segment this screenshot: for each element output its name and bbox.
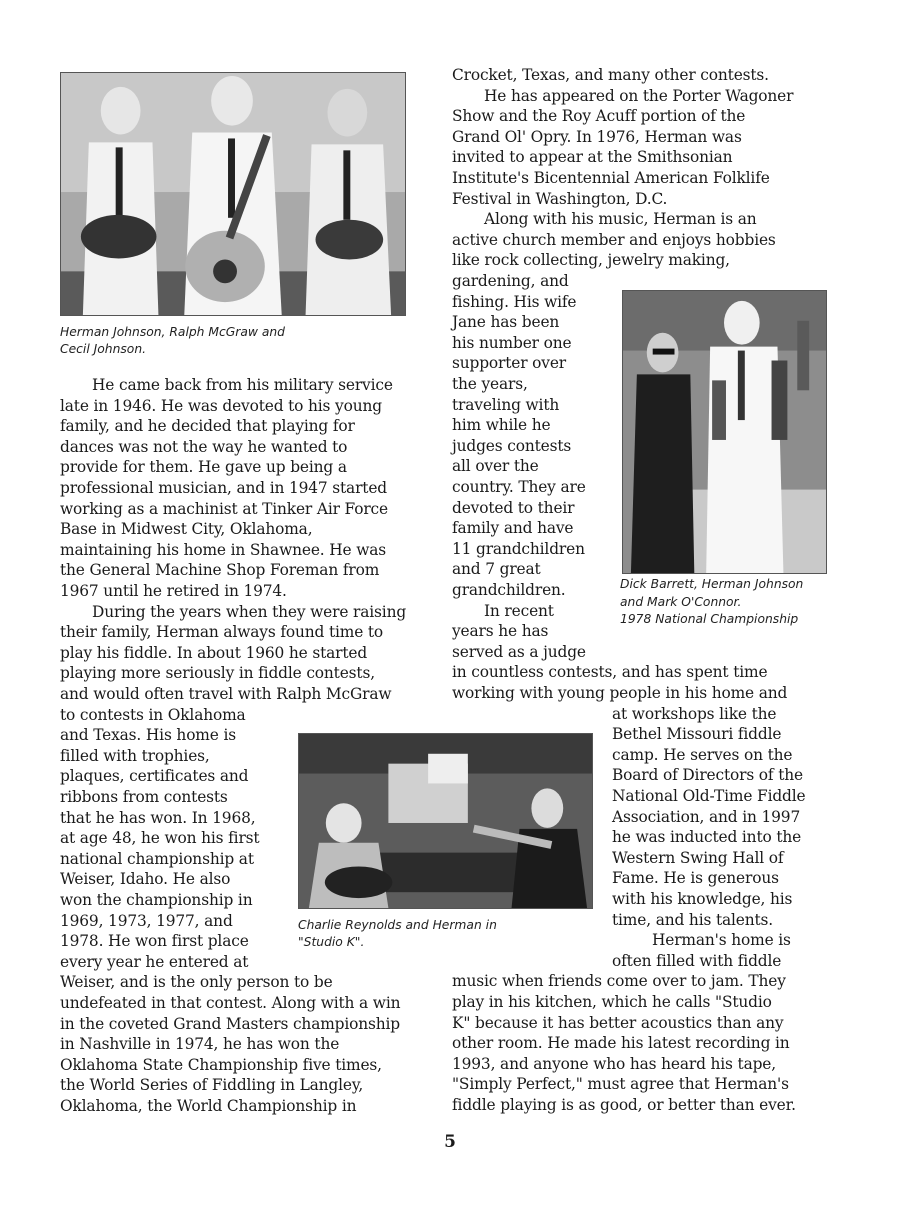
text-line: traveling with [452, 395, 560, 414]
text-line: the World Series of Fiddling in Langley, [60, 1076, 364, 1095]
text-line: Oklahoma State Championship five times, [60, 1055, 382, 1074]
text-line: camp. He serves on the [612, 745, 793, 764]
text-line: maintaining his home in Shawnee. He was [60, 540, 387, 559]
text-line: years he has [452, 622, 549, 641]
text-line: Fame. He is generous [612, 869, 779, 888]
text-line: play in his kitchen, which he calls "Studio [452, 993, 772, 1011]
text-line: During the years when they were raising [92, 602, 407, 621]
text-line: Institute's Bicentennial American Folklife [452, 169, 770, 187]
text-line: play his fiddle. In about 1960 he started [60, 643, 368, 662]
text-line: supporter over [452, 354, 567, 373]
photo-caption: Cecil Johnson. [60, 342, 147, 356]
text-line: provide for them. He gave up being a [60, 458, 347, 477]
text-line: the General Machine Shop Foreman from [60, 561, 380, 580]
text-line: Weiser, Idaho. He also [60, 870, 231, 889]
text-line: like rock collecting, jewelry making, [452, 251, 730, 270]
text-line: in countless contests, and has spent time [452, 663, 768, 682]
photo-championship-1978 [622, 290, 827, 574]
text-line: Jane has been [452, 313, 560, 332]
page-number: 5 [444, 1132, 456, 1152]
text-line: 1969, 1973, 1977, and [60, 911, 233, 930]
text-line: with his knowledge, his [612, 890, 793, 908]
text-line: dances was not the way he wanted to [60, 437, 348, 456]
photo-caption: "Studio K". [298, 935, 365, 949]
text-line: working as a machinist at Tinker Air Force [60, 499, 388, 518]
text-line: the years, [452, 375, 528, 393]
text-line: ribbons from contests [60, 788, 228, 806]
text-line: fiddle playing is as good, or better than ever. [452, 1096, 796, 1114]
text-line: Bethel Missouri fiddle [612, 725, 782, 744]
text-line: 1978. He won first place [60, 932, 249, 951]
text-line: Along with his music, Herman is an [484, 210, 757, 229]
text-line: music when friends come over to jam. They [452, 972, 786, 991]
text-line: often filled with fiddle [612, 951, 782, 970]
photo-caption: and Mark O'Connor. [620, 595, 742, 609]
text-line: He came back from his military service [92, 376, 393, 394]
text-line: Festival in Washington, D.C. [452, 189, 668, 208]
text-line: country. They are [452, 478, 586, 496]
text-line: in Nashville in 1974, he has won the [60, 1035, 340, 1054]
text-line: served as a judge [452, 642, 586, 661]
text-line: devoted to their [452, 498, 575, 517]
text-line: their family, Herman always found time to [60, 623, 384, 642]
text-line: working with young people in his home and [452, 684, 788, 702]
text-line: won the championship in [60, 891, 253, 909]
text-line: to contests in Oklahoma [60, 705, 246, 724]
text-line: Western Swing Hall of [612, 848, 784, 867]
text-line: family and have [452, 519, 574, 538]
text-line: undefeated in that contest. Along with a win [60, 994, 401, 1012]
text-line: Oklahoma, the World Championship in [60, 1097, 357, 1115]
text-line: and 7 great [452, 560, 541, 579]
text-line: at workshops like the [612, 704, 777, 723]
text-line: 1967 until he retired in 1974. [60, 582, 287, 600]
text-line: gardening, and [452, 272, 569, 290]
text-line: other room. He made his latest recording in [452, 1034, 790, 1053]
text-line: grandchildren. [452, 581, 566, 599]
text-line: In recent [484, 601, 554, 620]
text-line: and would often travel with Ralph McGraw [60, 685, 392, 703]
text-line: national championship at [60, 849, 254, 868]
text-line: that he has won. In 1968, [60, 808, 256, 827]
text-line: judges contests [452, 436, 572, 455]
text-line: Association, and in 1997 [612, 807, 801, 826]
text-line: National Old-Time Fiddle [612, 787, 806, 805]
text-line: he was inducted into the [612, 828, 802, 847]
text-line: active church member and enjoys hobbies [452, 230, 776, 249]
text-line: Herman's home is [652, 931, 791, 950]
text-line: filled with trophies, [60, 746, 210, 765]
text-line: invited to appear at the Smithsonian [452, 148, 733, 167]
text-line: He has appeared on the Porter Wagoner [484, 86, 794, 105]
text-line: family, and he decided that playing for [60, 417, 355, 436]
text-line: 11 grandchildren [452, 539, 585, 558]
text-line: all over the [452, 457, 539, 476]
text-line: his number one [452, 333, 572, 352]
text-line: late in 1946. He was devoted to his young [60, 396, 382, 415]
text-line: K" because it has better acoustics than any [452, 1013, 784, 1032]
photo-studio-k [298, 733, 593, 909]
photo-caption: Charlie Reynolds and Herman in [298, 918, 497, 932]
text-line: every year he entered at [60, 952, 249, 971]
photo-caption: Dick Barrett, Herman Johnson [620, 577, 804, 591]
photo-herman-ralph-cecil [60, 72, 406, 316]
text-line: him while he [452, 416, 551, 435]
text-line: Grand Ol' Opry. In 1976, Herman was [452, 127, 742, 146]
text-line: time, and his talents. [612, 910, 774, 929]
text-line: and Texas. His home is [60, 726, 236, 745]
text-line: Weiser, and is the only person to be [60, 973, 333, 992]
photo-caption: 1978 National Championship [620, 612, 799, 626]
text-line: plaques, certificates and [60, 767, 249, 786]
text-line: Crocket, Texas, and many other contests. [452, 66, 769, 84]
text-line: playing more seriously in fiddle contests, [60, 664, 375, 683]
text-line: fishing. His wife [452, 292, 577, 311]
text-line: Base in Midwest City, Oklahoma, [60, 520, 313, 539]
text-line: 1993, and anyone who has heard his tape, [452, 1054, 777, 1073]
text-line: at age 48, he won his first [60, 829, 260, 848]
text-line: "Simply Perfect," must agree that Herman's [452, 1075, 789, 1094]
text-line: Board of Directors of the [612, 766, 803, 785]
text-line: professional musician, and in 1947 started [60, 479, 387, 497]
photo-caption: Herman Johnson, Ralph McGraw and [60, 325, 285, 339]
text-line: in the coveted Grand Masters championship [60, 1014, 400, 1033]
text-line: Show and the Roy Acuff portion of the [452, 107, 746, 126]
